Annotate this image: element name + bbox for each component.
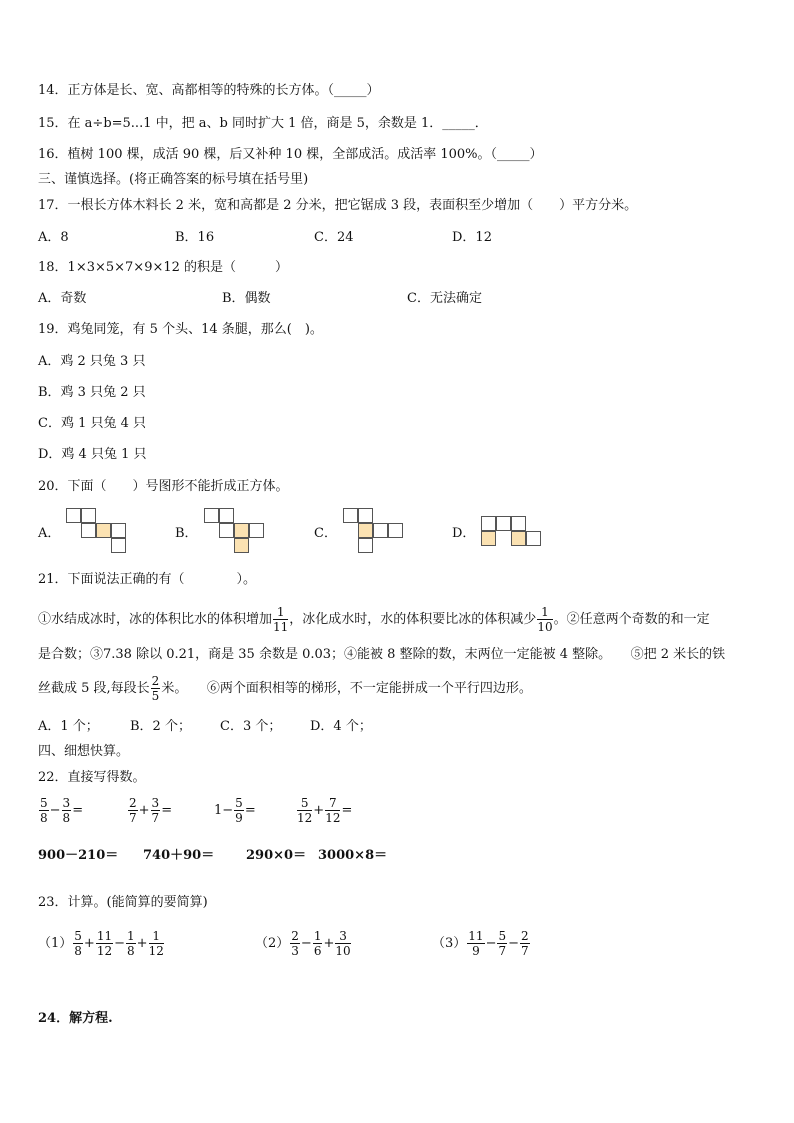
q19-option-d: D．鸡 4 只兔 1 只 [38, 447, 147, 462]
q18-option-b: B．偶数 [222, 291, 271, 306]
q21-text-1c: 。②任意两个奇数的和一定 [553, 612, 710, 627]
q23-expr-3: （3） $\frac{11}{9}$ − $\frac{5}{7}$ − $\frac{2}{7}$ [432, 929, 529, 958]
fraction-2-5: $\frac{2}{5}$ [151, 674, 160, 703]
q21-statement-line-2: 是合数；③7.38 除以 0.21，商是 35 余数是 0.03；④能被 8 整除的数，末两位一定能被 4 整除。 ⑤把 2 米长的铁 [38, 647, 726, 662]
q23-expr-1: （1） $\frac{5}{8}$ + $\frac{11}{12}$ − $\frac{1}{8}$ + $\frac{1}{12}$ [38, 929, 164, 958]
question-18: 18．1×3×5×7×9×12 的积是（ ） [38, 260, 289, 275]
question-15: 15．在 a÷b=5...1 中，把 a、b 同时扩大 1 倍，商是 5，余数是 1．_____． [38, 116, 488, 131]
question-22: 22．直接写得数。 [38, 770, 146, 785]
q21-text-3a: 丝截成 5 段,每段长 [38, 681, 150, 696]
q19-option-a: A．鸡 2 只兔 3 只 [38, 354, 146, 369]
q23-expr-2: （2） $\frac{2}{3}$ − $\frac{1}{6}$ + $\frac{3}{10}$ [255, 929, 351, 958]
q17-option-d: D．12 [452, 230, 492, 245]
q18-option-a: A．奇数 [38, 291, 87, 306]
q19-option-c: C．鸡 1 只兔 4 只 [38, 416, 147, 431]
q21-option-a: A．1 个； [38, 719, 99, 734]
question-16: 16．植树 100 棵，成活 90 棵，后又补种 10 棵，全部成活。成活率 100%。（_____） [38, 147, 543, 162]
q22-expr-4: $\frac{5}{12}$ + $\frac{7}{12}$ = [297, 796, 353, 825]
question-17: 17．一根长方体木料长 2 米，宽和高都是 2 分米，把它锯成 3 段，表面积至少增加（ ）平方分米。 [38, 198, 638, 213]
fraction-1-10: $\frac{1}{10}$ [537, 605, 553, 634]
q17-option-b: B．16 [175, 230, 215, 245]
q20-option-d: D． [452, 526, 476, 541]
q20-option-a: A． [38, 526, 61, 541]
q18-option-c: C．无法确定 [407, 291, 482, 306]
q22-int-2: 740＋90＝ [143, 848, 215, 863]
section-4-heading: 四、细想快算。 [38, 744, 130, 759]
q21-statement-line-1 [38, 606, 710, 633]
q21-option-b: B．2 个； [130, 719, 191, 734]
fraction-1-11: $\frac{1}{11}$ [273, 605, 289, 634]
q22-int-3: 290×0＝ [246, 848, 307, 863]
q22-int-4: 3000×8＝ [318, 848, 388, 863]
q21-text-3b: 米。 ⑥两个面积相等的梯形，不一定能拼成一个平行四边形。 [161, 681, 532, 696]
q21-text-1b: ，冰化成水时，水的体积要比冰的体积减少 [289, 612, 537, 627]
q22-expr-3: 1− $\frac{5}{9}$ = [214, 796, 256, 825]
question-19: 19．鸡兔同笼，有 5 个头、14 条腿，那么( )。 [38, 322, 323, 337]
q17-option-c: C．24 [314, 230, 354, 245]
q21-text-1a: ①水结成冰时，冰的体积比水的体积增加 [38, 612, 273, 627]
q19-option-b: B．鸡 3 只兔 2 只 [38, 385, 146, 400]
question-24: 24．解方程. [38, 1011, 113, 1026]
q21-statement-line-3 [38, 675, 532, 702]
question-14: 14．正方体是长、宽、高都相等的特殊的长方体。（_____） [38, 83, 380, 98]
question-23: 23．计算。(能简算的要简算) [38, 895, 208, 910]
question-21: 21．下面说法正确的有（ ）。 [38, 572, 257, 587]
q20-option-b: B． [175, 526, 198, 541]
section-3-heading: 三、谨慎选择。(将正确答案的标号填在括号里) [38, 172, 309, 187]
question-20: 20．下面（ ）号图形不能折成正方体。 [38, 479, 289, 494]
q21-option-d: D．4 个； [310, 719, 372, 734]
q21-option-c: C．3 个； [220, 719, 282, 734]
q22-expr-2: $\frac{2}{7}$ + $\frac{3}{7}$ = [129, 796, 173, 825]
q20-option-c: C． [314, 526, 337, 541]
q22-int-1: 900－210＝ [38, 848, 119, 863]
q22-expr-1: $\frac{5}{8}$ − $\frac{3}{8}$ = [40, 796, 84, 825]
q17-option-a: A．8 [38, 230, 69, 245]
